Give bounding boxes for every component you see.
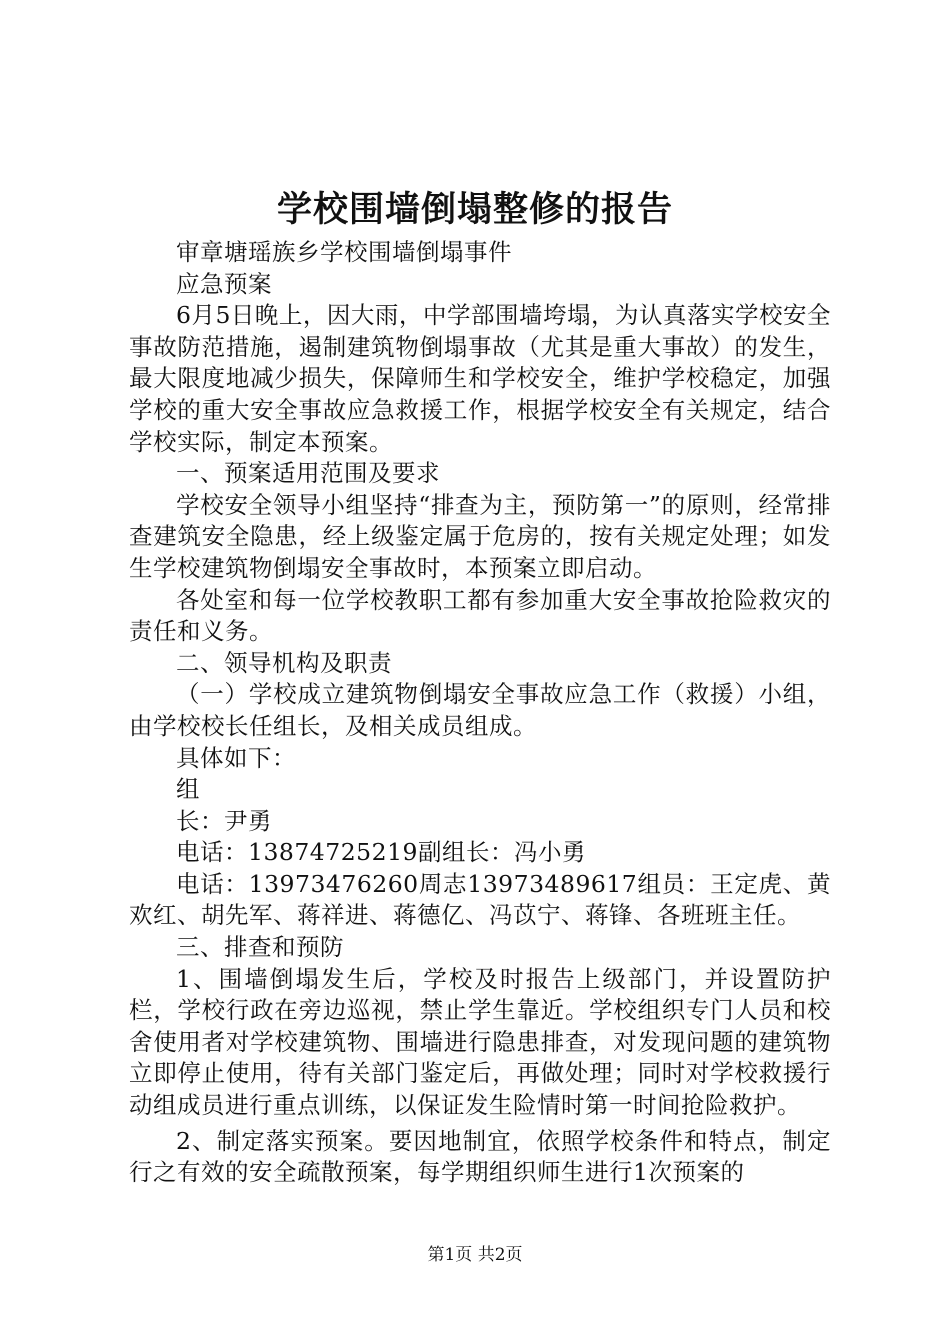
paragraph-leader: 长：尹勇 (176, 806, 272, 835)
section-heading-1: 一、预案适用范围及要求 (176, 459, 440, 488)
section-heading-2: 二、领导机构及职责 (176, 648, 392, 677)
paragraph-item-1: 1、围墙倒塌发生后，学校及时报告上级部门，并设置防护栏，学校行政在旁边巡视，禁止学生靠近。学校组织专门人员和校舍使用者对学校建筑物、围墙进行隐患排查，对发现问题的建筑物立即停止使用，待有关部门鉴定后，再做处理；同时对学校救援行动组成员进行重点训练，以保证发生险情时第一时间抢险救护。 (129, 964, 831, 1120)
paragraph-scope: 学校安全领导小组坚持“排查为主，预防第一”的原则，经常排查建筑安全隐患，经上级鉴定属于危房的，按有关规定处理；如发生学校建筑物倒塌安全事故时，本预案立即启动。 (129, 490, 831, 582)
document-body (129, 237, 831, 1189)
paragraph-subtitle-line-2: 应急预案 (176, 269, 272, 298)
section-heading-3: 三、排查和预防 (176, 933, 344, 962)
paragraph-phone-2: 电话：13973476260周志13973489617组员：王定虎、黄欢红、胡先军、蒋祥进、蒋德亿、冯苡宁、蒋锋、各班班主任。 (129, 869, 831, 930)
paragraph-item-2: 2、制定落实预案。要因地制宜，依照学校条件和特点，制定行之有效的安全疏散预案，每学期组织师生进行1次预案的 (129, 1126, 831, 1187)
paragraph-intro: 6月5日晚上，因大雨，中学部围墙垮塌，为认真落实学校安全事故防范措施，遏制建筑物倒塌事故（尤其是重大事故）的发生，最大限度地减少损失，保障师生和学校安全，维护学校稳定，加强学校的重大安全事故应急救援工作，根据学校安全有关规定，结合学校实际，制定本预案。 (129, 301, 831, 456)
paragraph-phone-1: 电话：13874725219副组长：冯小勇 (176, 838, 586, 867)
paragraph-duty: 各处室和每一位学校教职工都有参加重大安全事故抢险救灾的责任和义务。 (129, 585, 831, 646)
page-number-footer: 第1页 共2页 (427, 1245, 523, 1265)
paragraph-details: 具体如下： (176, 743, 296, 772)
document-title: 学校围墙倒塌整修的报告 (276, 189, 673, 230)
paragraph-subtitle-line-1: 审章塘瑶族乡学校围墙倒塌事件 (176, 238, 512, 266)
paragraph-team: （一）学校成立建筑物倒塌安全事故应急工作（救援）小组，由学校校长任组长，及相关成员组成。 (129, 680, 831, 740)
paragraph-group-label: 组 (176, 775, 200, 804)
